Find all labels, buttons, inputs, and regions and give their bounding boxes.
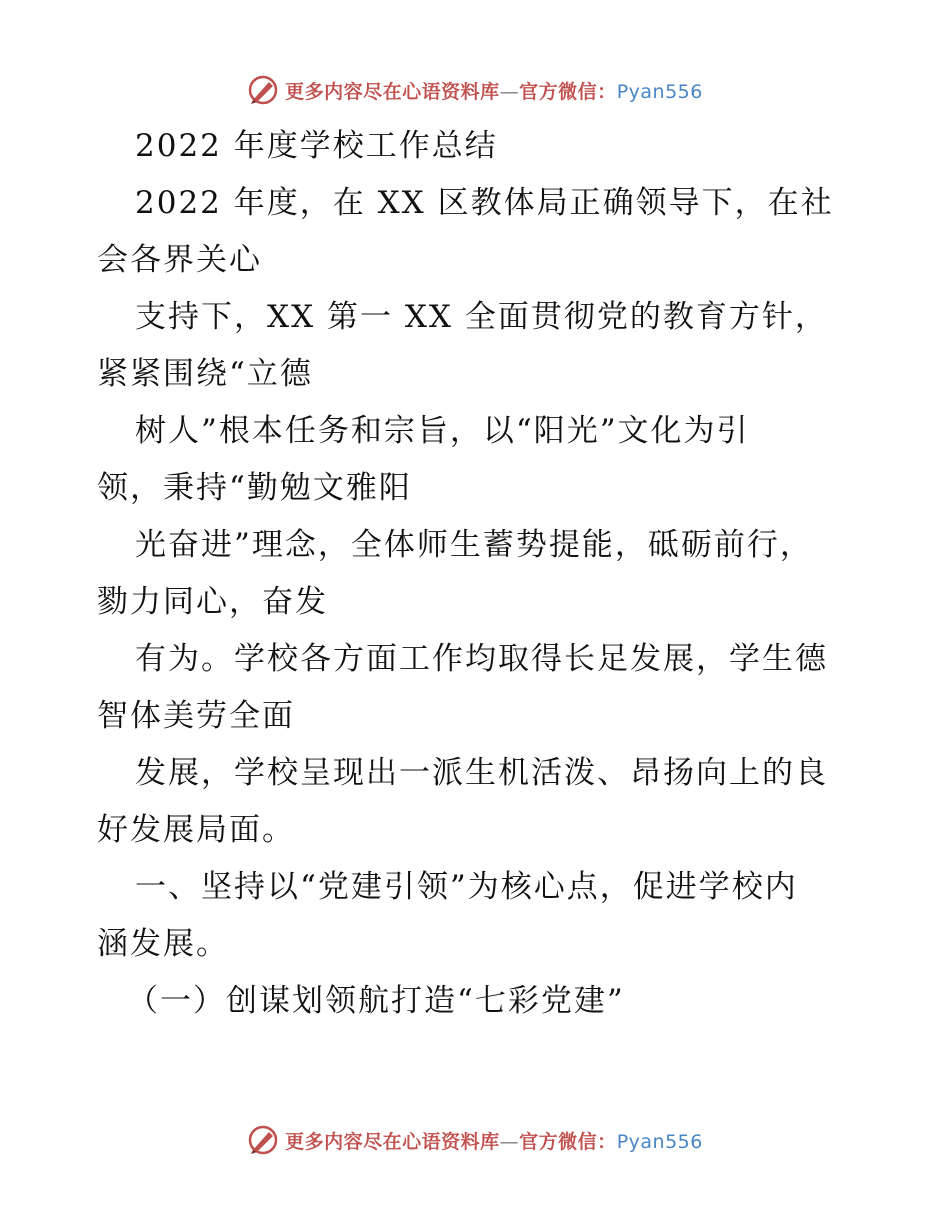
header-banner xyxy=(0,70,950,110)
paragraph-line: 智体美劳全面 xyxy=(97,698,295,734)
paragraph-line: 2022 年度，在 XX 区教体局正确领导下，在社 xyxy=(135,185,834,221)
paragraph-line: 有为。学校各方面工作均取得长足发展，学生德 xyxy=(135,641,828,677)
banner-main-text: 更多内容尽在心语资料库 xyxy=(285,1130,500,1153)
pen-logo-icon xyxy=(247,1124,279,1156)
banner-contact-label: 官方微信： xyxy=(519,1130,617,1153)
banner-contact-id: Pyan556 xyxy=(616,80,703,103)
paragraph-line: 光奋进”理念，全体师生蓄势提能，砥砺前行， xyxy=(135,527,813,563)
section-heading: 一、坚持以“党建引领”为核心点，促进学校内 xyxy=(135,869,798,905)
paragraph-line: 勠力同心，奋发 xyxy=(97,584,328,620)
banner-main-text: 更多内容尽在心语资料库 xyxy=(285,80,500,103)
subsection-heading: （一）创谋划领航打造“七彩党建” xyxy=(127,983,625,1019)
paragraph-line: 领，秉持“勤勉文雅阳 xyxy=(97,470,412,506)
document-body xyxy=(97,118,857,1030)
paragraph-line: 会各界关心 xyxy=(97,242,262,278)
paragraph-line: 好发展局面。 xyxy=(97,812,295,848)
section-heading-continuation: 涵发展。 xyxy=(97,926,229,962)
banner-dash: — xyxy=(499,80,520,103)
document-title: 2022 年度学校工作总结 xyxy=(135,128,498,164)
paragraph-line: 树人”根本任务和宗旨，以“阳光”文化为引 xyxy=(135,413,750,449)
pen-logo-icon xyxy=(247,74,279,106)
paragraph-line: 支持下，XX 第一 XX 全面贯彻党的教育方针， xyxy=(135,299,828,335)
banner-contact-id: Pyan556 xyxy=(616,1130,703,1153)
paragraph-line: 发展，学校呈现出一派生机活泼、昂扬向上的良 xyxy=(135,755,828,791)
banner-contact-label: 官方微信： xyxy=(519,80,617,103)
paragraph-line: 紧紧围绕“立德 xyxy=(97,356,313,392)
footer-banner xyxy=(0,1120,950,1160)
banner-dash: — xyxy=(499,1130,520,1153)
